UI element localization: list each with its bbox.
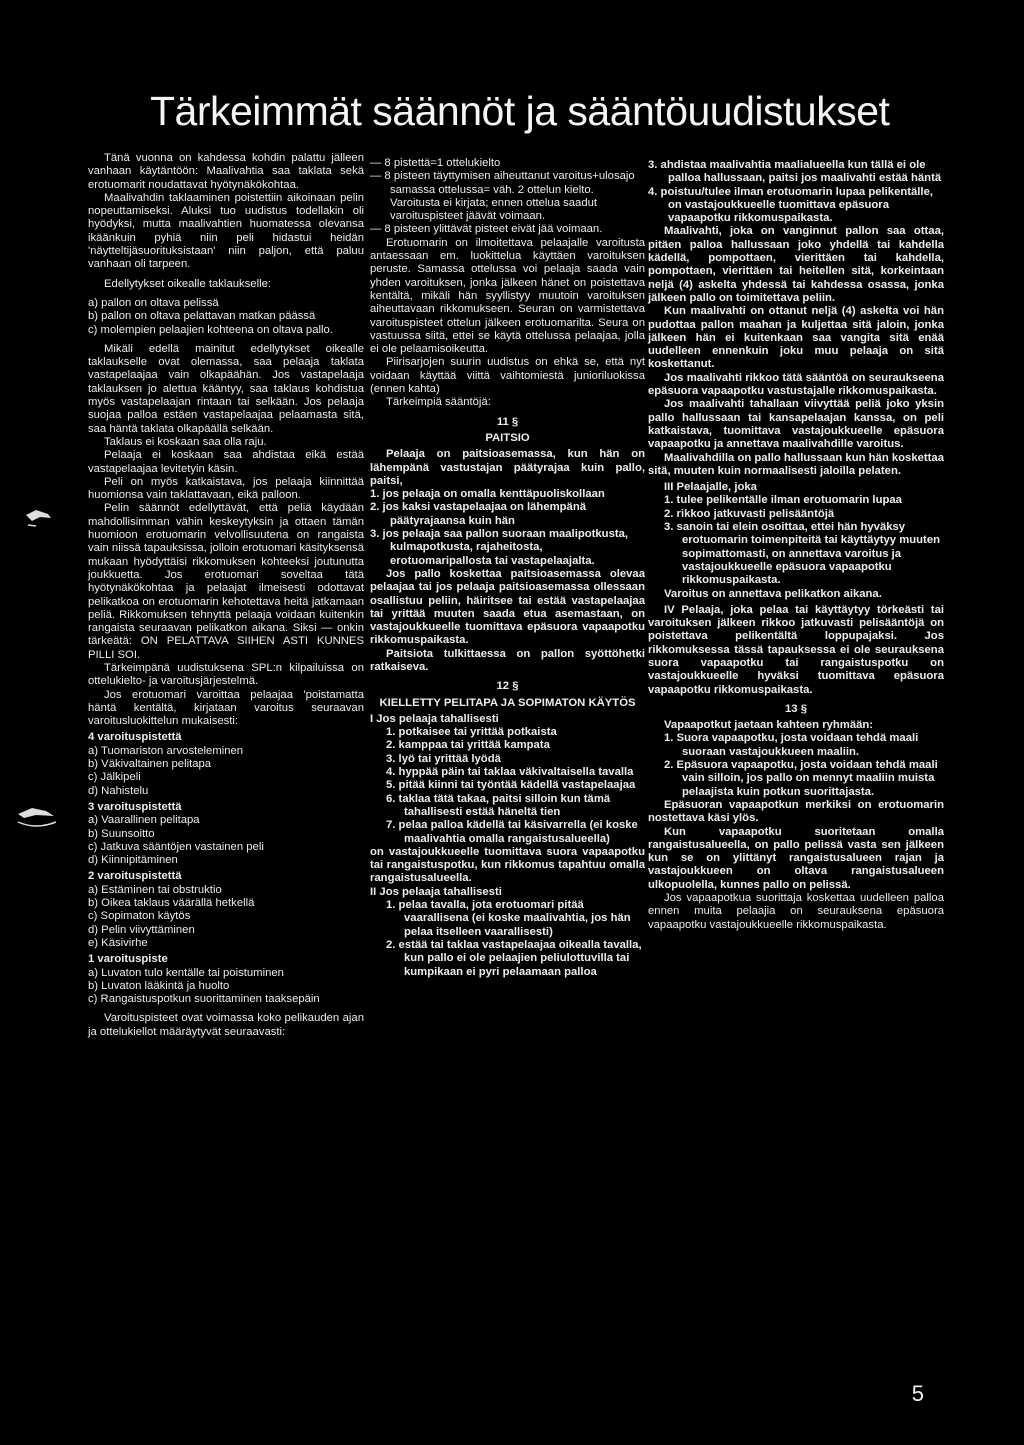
- list-item: 5. pitää kiinni tai työntää kädellä vastapelaajaa: [386, 779, 636, 792]
- paragraph: Taklaus ei koskaan saa olla raju.: [104, 435, 267, 448]
- list-item: 3. lyö tai yrittää lyödä: [386, 752, 501, 765]
- list-item: 1. pelaa tavalla, jota erotuomari pitää vaarallisena (ei koske maalivahtia, jos hän pelaa itselleen vaarallisesti): [386, 899, 631, 938]
- scan-mark-icon: [24, 505, 54, 532]
- paragraph: Maalivahdin taklaaminen poistettiin aikoinaan pelin nopeuttamiseksi. Aluksi tuo uudistus todellakin oli hyödyksi, mutta maalivahtien huomatessa olevansa ikäänkuin pyhiä niin peli hidastui heidän 'näytteltijäsuorituksistaan' niin paljon, että paluu vanhaan oli tarpeen.: [88, 191, 364, 271]
- paragraph: Varoituspisteet ovat voimassa koko pelikauden ajan ja ottelukiellot määräytyvät seuraavasti:: [88, 1012, 364, 1038]
- list-item: e) Käsivirhe: [88, 936, 148, 949]
- paragraph: Vapaapotkut jaetaan kahteen ryhmään:: [664, 719, 874, 732]
- paragraph: Maalivahdilla on pallo hallussaan kun hän koskettaa sitä, muuten kuin normaalisesti jaloilla pelaten.: [648, 451, 944, 477]
- column-3: [648, 159, 944, 932]
- paragraph: Pelaaja on paitsioasemassa, kun hän on lähempänä vastustajan päätyrajaa kuin pallo, paitsi,: [370, 448, 645, 487]
- paragraph: Pelin säännöt edellyttävät, että peliä käydään mahdollisimman vähin keskeytyksin ja ottaen tämän huomioon erotuomarin velvollisuutena on rangaista vain niissä tapauksissa, jolloin erotuomari käsityksensä mukaan hyödyttäisi rikkomuksen kohteeksi joutunutta joukkuetta. Jos erotuomari soveltaa tätä hyötynäkökohtaa ja pelaajat ilmeisesti odottavat pelikatkoa on erotuomarin kehotettava heitä jatkamaan peliä. Rikkomuksen tehnyttä pelaaja voidaan kuitenkin rangaista seuraavan pelikatkon aikana. Siksi — onkin tärkeätä: ON PELATTAVA SIIHEN ASTI KUNNES PILLI SOI.: [88, 502, 364, 661]
- list-item: 6. taklaa tätä takaa, paitsi silloin kun tämä tahallisesti estää häneltä tien: [386, 792, 611, 818]
- paragraph: Kun vapaapotku suoritetaan omalla rangaistusalueella, on pallo pelissä vasta sen jälkeen kun se on ylittänyt rangaistusalueen rajan ja vastajoukkueen on oltava rangaistusalueen ulkopuolella, kunnes pallo on pelissä.: [648, 825, 944, 891]
- list-item: 1. jos pelaaja on omalla kenttäpuoliskollaan: [370, 488, 605, 501]
- condition-item: a) pallon on oltava pelissä: [88, 296, 219, 309]
- paragraph: Piirisarjojen suurin uudistus on ehkä se, että nyt voidaan käyttää viittä vaihtomiestä junioriluokissa (ennen kahta): [370, 356, 645, 396]
- page-number: 5: [911, 1381, 924, 1406]
- section-number: 12 §: [496, 680, 519, 693]
- paragraph: Jos maalivahti tahallaan viivyttää peliä joko yksin pallo hallussaan tai kansapelaajan kanssa, on peli katkaistava, tuomittava vastajoukkueelle epäsuora vapaapotku ja annettava maalivahdille varoitus.: [648, 398, 944, 451]
- list-item: 2. jos kaksi vastapelaajaa on lähempänä päätyrajaansa kuin hän: [370, 501, 587, 527]
- list-item: b) Luvaton lääkintä ja huolto: [88, 979, 230, 992]
- paragraph: Kun maalivahti on ottanut neljä (4) askelta voi hän pudottaa pallon maahan ja kuljettaa sitä jaloin, jonka jälkeen hän ei kuitenkaan saa vangita sitä enää uudelleen ennenkuin joku muu pelaaja on sitä koskettanut.: [648, 305, 944, 371]
- list-item: 7. pelaa palloa kädellä tai käsivarrella (ei koske maalivahtia omalla rangaistusalueella): [386, 819, 638, 845]
- paragraph: IV Pelaaja, joka pelaa tai käyttäytyy törkeästi tai varoituksen jälkeen rikkoo jatkuvasti pelisääntöjä on poistettava pelikentältä loppupajaksi. Jos rikkomuksessa tässä tapauksessa ei ole seurauksena suora vapaapotku tai rangaistuspotku on vastajoukkueelle hyväksi tuomittava epäsuora vapaapotku rikkomuspaikasta.: [648, 603, 944, 696]
- list-item: b) Oikea taklaus väärällä hetkellä: [88, 897, 255, 910]
- list-item: c) Rangaistuspotkun suorittaminen taaksepäin: [88, 993, 320, 1006]
- list-item: a) Luvaton tulo kentälle tai poistuminen: [88, 966, 284, 979]
- paragraph: Tänä vuonna on kahdessa kohdin palattu jälleen vanhaan käytäntöön: Maalivahtia saa taklata sekä erotuomarit noudattavat hyötynäkökohtaa.: [88, 152, 364, 191]
- list-item: d) Nahistelu: [88, 784, 149, 797]
- paragraph: Tärkeimpänä uudistuksena SPL:n kilpailuissa on ottelukielto- ja varoitusjärjestelmä.: [88, 661, 364, 688]
- paragraph: Peli on myös katkaistava, jos pelaaja kiinnittää huomionsa vain taklattavaan, eikä palloon.: [88, 475, 364, 502]
- section-number: 11 §: [496, 415, 519, 428]
- rule-item: — 8 pisteen ylittävät pisteet eivät jää voimaan.: [370, 223, 603, 236]
- group-heading: 2 varoituspistettä: [88, 870, 182, 883]
- paragraph: Maalivahti, joka on vanginnut pallon saa ottaa, pitäen palloa hallussaan joko yhdellä tai kahdella kädellä, pompottaen, vierittäen tai kahdella, pompottaen, vierittäen tai heitellen sitä, korkeintaan neljä (4) askelta yhdessä tai kahdessa osassa, jonka jälkeen pallo on toimitettava peliin.: [648, 225, 944, 304]
- list-item: b) Suunsoitto: [88, 827, 155, 840]
- paragraph: Jos pallo koskettaa paitsioasemassa olevaa pelaajaa tai jos pelaaja paitsioasemassa ollessaan osallistuu peliin, häiritsee tai estää vastapelaajaa tai yrittää muuten saada etua asemastaan, on vastajoukkueelle tuomittava epäsuora vapaapotku rikkomuspaikasta.: [370, 567, 645, 647]
- list-heading: II Jos pelaaja tahallisesti: [370, 885, 502, 898]
- list-item: c) Jälkipeli: [88, 771, 141, 784]
- list-item: a) Tuomariston arvosteleminen: [88, 744, 244, 757]
- paragraph: Mikäli edellä mainitut edellytykset oikealle taklaukselle ovat olemassa, saa pelaaja taklata vastapelaajaa vain olkapäähän. Jos vastapelaaja taklauksen jo alettua kääntyy, saa taklaus kohdistua myös vastapelaajan rintaan tai selkään. Jos pelaaja suojaa palloa estäen vastapelaajaa pelaamasta sitä, saa häntä taklata olkapäällä selkään.: [88, 342, 364, 435]
- scan-mark-icon: [16, 802, 58, 833]
- paragraph: Tärkeimpiä sääntöjä:: [386, 396, 491, 409]
- list-item: 4. hyppää päin tai taklaa väkivaltaisella tavalla: [386, 766, 634, 779]
- rule-item: — 8 pistettä=1 ottelukielto: [370, 157, 501, 169]
- section-title: KIELLETTY PELITAPA JA SOPIMATON KÄYTÖS: [379, 696, 636, 709]
- list-heading: I Jos pelaaja tahallisesti: [370, 712, 499, 725]
- paragraph: on vastajoukkueelle tuomittava suora vapaapotku tai rangaistuspotku, kun rikkomus tapahtuu omalla rangaistusalueella.: [370, 845, 645, 885]
- paragraph: Varoitus on annettava pelikatkon aikana.: [664, 587, 882, 600]
- list-item: a) Estäminen tai obstruktio: [88, 883, 222, 896]
- condition-item: c) molempien pelaajien kohteena on oltava pallo.: [88, 323, 333, 336]
- column-1: [88, 152, 364, 1039]
- list-item: 3. jos pelaaja saa pallon suoraan maalipotkusta, kulmapotkusta, rajaheitosta, erotuomaripallosta tai vastapelaajalta.: [370, 528, 629, 567]
- paragraph: Edellytykset oikealle taklaukselle:: [104, 277, 272, 290]
- list-item: 1. Suora vapaapotku, josta voidaan tehdä maali suoraan vastajoukkueen maaliin.: [664, 732, 919, 758]
- paragraph: Pelaaja ei koskaan saa ahdistaa eikä estää vastapelaajaa levitetyin käsin.: [88, 449, 364, 475]
- list-item: 2. rikkoo jatkuvasti pelisääntöjä: [664, 507, 835, 520]
- list-item: a) Vaarallinen pelitapa: [88, 814, 200, 827]
- section-title: PAITSIO: [485, 431, 530, 444]
- list-item: 1. potkaisee tai yrittää potkaista: [386, 726, 557, 739]
- list-item: 1. tulee pelikentälle ilman erotuomarin lupaa: [664, 494, 902, 507]
- list-item: d) Pelin viivyttäminen: [88, 923, 195, 936]
- list-item: 2. Epäsuora vapaapotku, josta voidaan tehdä maali vain silloin, jos pallo on mennyt maaliin muista pelaajista kuin potkun suorittajasta.: [664, 759, 938, 798]
- group-heading: 1 varoituspiste: [88, 953, 168, 966]
- paragraph: Jos vapaapotkua suorittaja koskettaa uudelleen palloa ennen muita pelaajia on seurauksena epäsuora vapaapotku vastajoukkueelle rikkomuspaikasta.: [648, 892, 944, 931]
- paragraph: Erotuomarin on ilmoitettava pelaajalle varoitusta antaessaan em. luokittelua käyttäen varoituksen peruste. Samassa ottelussa voi pelaaja saada vain yhden varoituksen, jonka jälkeen hänet on poistettava kentältä, mikäli hän syyllistyy muutoin varoituksen aiheuttavaan rikkomukseen. Seuran on varmistettava varoituspisteet ottelun jälkeen erotuomarilta. Seura on vastuussa siitä, ettei se käytä ottelussa pelaajaa, jolla ei ole pelaamisoikeutta.: [370, 236, 645, 356]
- paragraph: Epäsuoran vapaapotkun merkiksi on erotuomarin nostettava käsi ylös.: [648, 798, 944, 825]
- paragraph: Paitsiota tulkittaessa on pallon syöttöhetki ratkaiseva.: [370, 647, 645, 673]
- paragraph: Jos erotuomari varoittaa pelaajaa 'poistamatta häntä kentältä, kirjataan varoitus seuraavan varoitusluokittelun mukaisesti:: [88, 688, 364, 728]
- list-heading: III Pelaajalle, joka: [664, 481, 757, 494]
- list-item: c) Jatkuva sääntöjen vastainen peli: [88, 840, 264, 853]
- list-item: 2. estää tai taklaa vastapelaajaa oikealla tavalla, kun pallo ei ole pelaajien peliulottuvilla tai kumpikaan ei pyri pelaamaan palloa: [386, 938, 642, 978]
- list-item: 4. poistuu/tulee ilman erotuomarin lupaa pelikentälle, on vastajoukkueelle tuomittava epäsuora vapaapotku rikkomuspaikasta.: [648, 185, 933, 225]
- list-item: d) Kiinnipitäminen: [88, 854, 178, 867]
- page-title: Tärkeimmät säännöt ja sääntöuudistukset: [150, 88, 890, 134]
- group-heading: 4 varoituspistettä: [88, 731, 182, 744]
- condition-item: b) pallon on oltava pelattavan matkan päässä: [88, 310, 316, 323]
- list-item: b) Väkivaltainen pelitapa: [88, 758, 212, 771]
- list-item: 2. kamppaa tai yrittää kampata: [386, 739, 550, 752]
- paragraph: Jos maalivahti rikkoo tätä sääntöä on seuraukseena epäsuora vapaapotku vastustajalle rikkomuspaikasta.: [648, 371, 944, 398]
- list-item: c) Sopimaton käytös: [88, 910, 191, 923]
- group-heading: 3 varoituspistettä: [88, 800, 182, 813]
- rule-item: — 8 pisteen täyttymisen aiheuttanut varoitus+ulosajo samassa ottelussa= väh. 2 ottelun kielto. Varoitusta ei kirjata; ennen ottelua saadut varoituspisteet jäävät voimaan.: [370, 170, 635, 223]
- list-item: 3. ahdistaa maalivahtia maalialueella kun tällä ei ole palloa hallussaan, paitsi jos maalivahti estää häntä: [648, 159, 942, 185]
- section-number: 13 §: [785, 702, 807, 715]
- column-2: [370, 157, 645, 979]
- list-item: 3. sanoin tai elein osoittaa, ettei hän hyväksy erotuomarin toimenpiteitä tai käyttäytyy muuten sopimattomasti, on annettava varoitus ja vastajoukkueelle epäsuora vapaapotku rikkomuspaikasta.: [664, 521, 940, 587]
